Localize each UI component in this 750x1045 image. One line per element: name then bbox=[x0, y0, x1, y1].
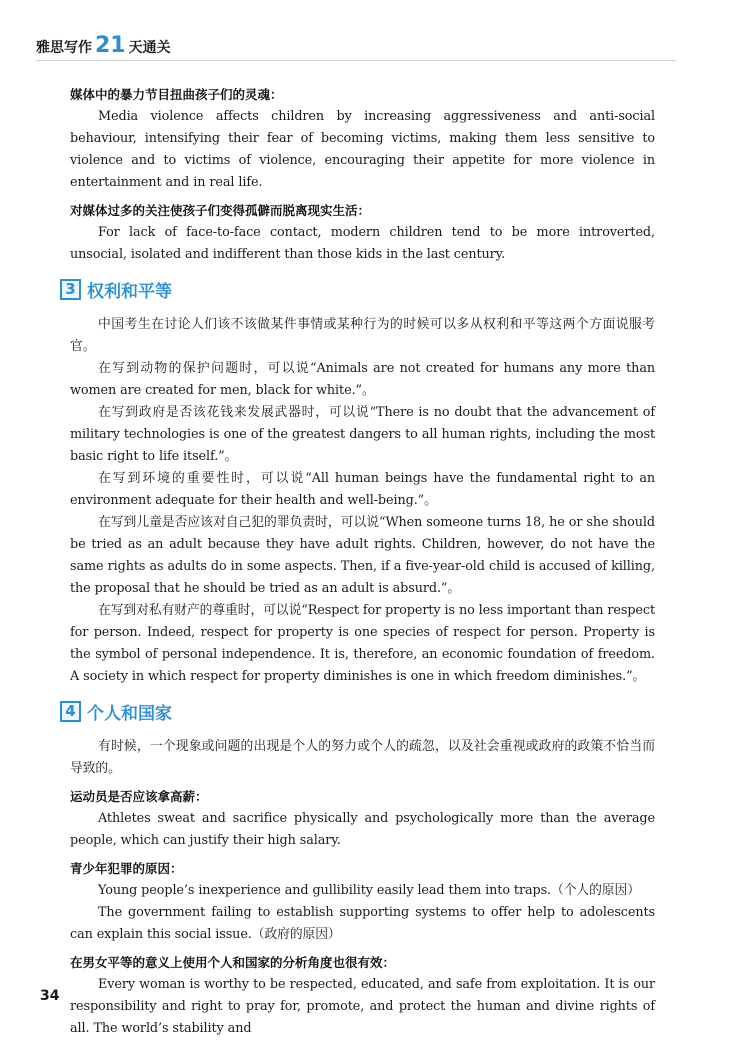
page-body bbox=[65, 84, 655, 1040]
paragraph-athletes: Athletes sweat and sacrifice physically and psychologically more than the average people, which can justify their high salary. bbox=[70, 811, 655, 848]
paragraph-media-isolation: For lack of face-to-face contact, modern children tend to be more introverted, unsocial, isolated and indifferent than those kids in the last century. bbox=[70, 225, 655, 262]
subheading-media-isolation: 对媒体过多的关注使孩子们变得孤僻而脱离现实生活： bbox=[70, 203, 371, 218]
paragraph-individual-intro: 有时候，一个现象或问题的出现是个人的努力或个人的疏忽，以及社会重视或政府的政策不恰当而导致的。 bbox=[70, 739, 655, 776]
paragraph-rights-animals: 在写到动物的保护问题时，可以说“Animals are not created for humans any more than women are created for men, black for white.”。 bbox=[70, 361, 655, 398]
subheading-gender-equality: 在男女平等的意义上使用个人和国家的分析角度也很有效： bbox=[70, 955, 396, 970]
page-number: 34 bbox=[40, 988, 60, 1004]
subheading-athletes: 运动员是否应该拿高薪： bbox=[70, 789, 208, 804]
section-number-badge: 4 bbox=[60, 701, 81, 722]
book-title-prefix: 雅思写作 bbox=[36, 40, 92, 56]
paragraph-rights-intro: 中国考生在讨论人们该不该做某件事情或某种行为的时候可以多从权利和平等这两个方面说服考官。 bbox=[70, 317, 655, 354]
paragraph-rights-environment: 在写到环境的重要性时，可以说“All human beings have the fundamental right to an environment adequate for their health and well-being.”。 bbox=[70, 471, 655, 508]
paragraph-juvenile-government: The government failing to establish supporting systems to offer help to adolescents can explain this social issue.（政府的原因） bbox=[70, 905, 655, 942]
section-heading-3 bbox=[60, 276, 655, 302]
section-number-badge: 3 bbox=[60, 279, 81, 300]
subheading-juvenile-crime: 青少年犯罪的原因： bbox=[70, 861, 183, 876]
running-header bbox=[36, 33, 171, 57]
header-divider bbox=[36, 60, 676, 61]
paragraph-rights-property: 在写到对私有财产的尊重时，可以说“Respect for property is no less important than respect for person. Indeed, respect for property is one species of respect for person. Property is the symbol of personal independence. It is, therefore, an economic foundation of freedom. A society in which respect for property diminishes is one in which freedom diminishes.”。 bbox=[70, 603, 655, 684]
paragraph-juvenile-personal: Young people’s inexperience and gullibility easily lead them into traps.（个人的原因） bbox=[98, 883, 640, 898]
section-title: 个人和国家 bbox=[87, 703, 172, 724]
section-title: 权利和平等 bbox=[87, 281, 172, 302]
paragraph-rights-military: 在写到政府是否该花钱来发展武器时，可以说“There is no doubt that the advancement of military technologies is one of the greatest dangers to all human rights, including the most basic right to life itself.”。 bbox=[70, 405, 655, 464]
paragraph-media-violence: Media violence affects children by increasing aggressiveness and anti-social behaviour, intensifying their fear of becoming victims, making them less sensitive to violence and to victims of violence, encouraging their appetite for more violence in entertainment and in real life. bbox=[70, 109, 655, 190]
section-heading-4 bbox=[60, 698, 655, 724]
subheading-media-violence: 媒体中的暴力节目扭曲孩子们的灵魂： bbox=[70, 87, 283, 102]
book-title-suffix: 天通关 bbox=[128, 40, 171, 56]
book-title-number: 21 bbox=[95, 33, 126, 58]
paragraph-gender-equality: Every woman is worthy to be respected, educated, and safe from exploitation. It is our responsibility and right to pray for, promote, and protect the human and divine rights of all. The world’s stability and bbox=[70, 977, 655, 1036]
paragraph-rights-children: 在写到儿童是否应该对自己犯的罪负责时，可以说“When someone turns 18, he or she should be tried as an adult because they have adult rights. Children, however, do not have the same rights as adults do in some aspects. Then, if a five-year-old child is accused of killing, the proposal that he should be tried as an adult is absurd.”。 bbox=[70, 515, 655, 596]
